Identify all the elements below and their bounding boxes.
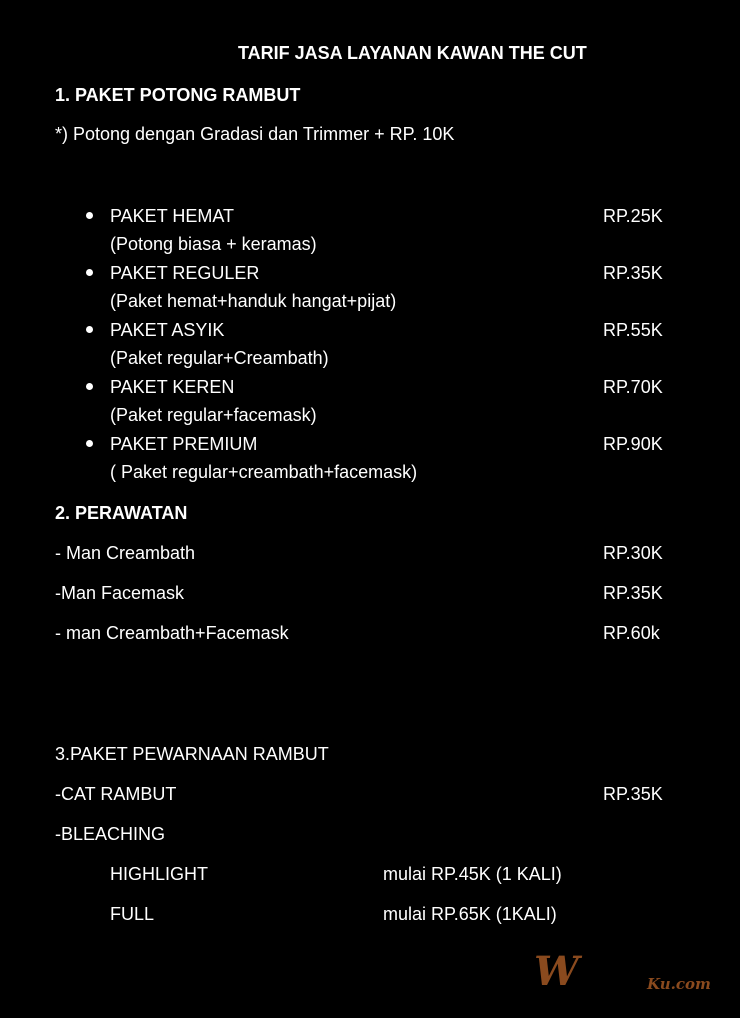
bleaching-option-price: mulai RP.45K (1 KALI) [383,864,562,884]
package-name: PAKET REGULER [110,263,260,283]
package-price: RP.35K [603,263,663,283]
bleaching-option-price: mulai RP.65K (1KALI) [383,904,557,924]
bleaching-option-name: HIGHLIGHT [110,864,209,884]
treatment-price: RP.35K [603,583,663,603]
package-description: ( Paket regular+creambath+facemask) [110,462,418,482]
treatment-price: RP.30K [603,543,663,563]
bullet-icon [86,326,93,333]
package-price: RP.70K [603,377,663,397]
section-note: *) Potong dengan Gradasi dan Trimmer + RP. 10K [55,124,455,144]
coloring-name: -CAT RAMBUT [55,784,177,804]
bullet-icon [86,440,93,447]
page-title: TARIF JASA LAYANAN KAWAN THE CUT [238,43,587,63]
bullet-icon [86,212,93,219]
package-description: (Paket hemat+handuk hangat+pijat) [110,291,397,311]
watermark-logo: W [534,948,579,995]
package-price: RP.55K [603,320,663,340]
bullet-icon [86,269,93,276]
treatment-name: - man Creambath+Facemask [55,623,289,643]
section-heading-coloring: 3.PAKET PEWARNAAN RAMBUT [55,744,329,764]
bleaching-label: -BLEACHING [55,824,166,844]
bullet-icon [86,383,93,390]
treatment-name: - Man Creambath [55,543,196,563]
package-description: (Paket regular+facemask) [110,405,317,425]
treatment-price: RP.60k [603,623,660,643]
package-price: RP.25K [603,206,663,226]
package-name: PAKET KEREN [110,377,235,397]
section-heading-haircut: 1. PAKET POTONG RAMBUT [55,85,301,105]
coloring-price: RP.35K [603,784,663,804]
watermark-text: Ku.com [647,975,711,993]
package-name: PAKET PREMIUM [110,434,258,454]
package-name: PAKET HEMAT [110,206,235,226]
bleaching-option-name: FULL [110,904,155,924]
package-description: (Potong biasa + keramas) [110,234,317,254]
package-name: PAKET ASYIK [110,320,225,340]
package-price: RP.90K [603,434,663,454]
section-heading-treatment: 2. PERAWATAN [55,503,188,523]
package-description: (Paket regular+Creambath) [110,348,329,368]
treatment-name: -Man Facemask [55,583,185,603]
